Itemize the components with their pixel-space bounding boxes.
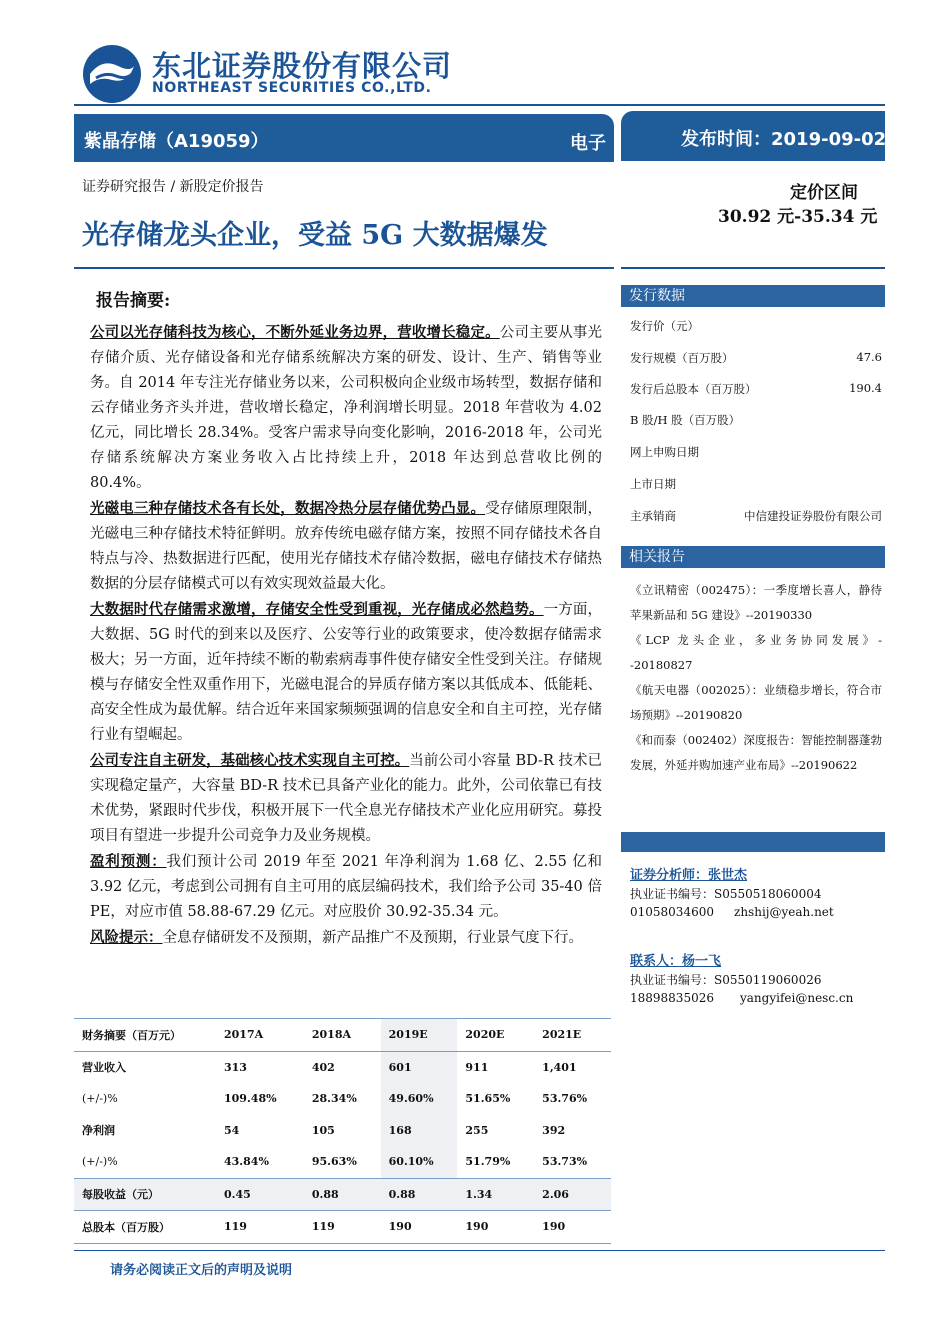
issue-row [630,412,882,430]
table-cell: 313 [224,1060,247,1074]
issue-row [630,350,882,368]
table-cell: 0.88 [304,1178,381,1211]
stock-name: 紫晶存储（A19059） [84,131,269,152]
table-cell: 168 [381,1115,458,1147]
paragraph-lead: 公司以光存储科技为核心，不断外延业务边界，营收增长稳定。 [90,324,500,341]
table-cell: 0.88 [381,1178,458,1211]
table-cell: 净利润 [82,1124,115,1138]
abstract-body [90,320,602,951]
related-reports-heading: 相关报告 [621,546,885,568]
paragraph-text: 一方面，大数据、5G 时代的到来以及医疗、公安等行业的政策要求，使冷数据存储需求极大；另一方面，近年持续不断的勒索病毒事件使存储安全性受到关注。存储规模与存储安全性双重作用下，光磁电混合的异质存储方案以其低成本、低能耗、高安全性成为最优解。结合近年来国家频频强调的信息安全和自主可控，光存储行业有望崛起。 [90,602,603,743]
table-cell: 0.45 [216,1178,304,1211]
table-cell: 119 [216,1211,304,1244]
paragraph-text: 当前公司小容量 BD-R 技术已实现稳定量产，大容量 BD-R 技术已具备产业化的能力。此外，公司依靠已有技术优势，紧跟时代步伐，积极开展下一代全息光存储技术产业化应用研究。募投项目有望进一步提升公司竞争力及业务规模。 [90,753,603,844]
table-cell: 190 [534,1211,611,1244]
paragraph-text: 公司主要从事光存储介质、光存储设备和光存储系统解决方案的研发、设计、生产、销售等业务。自 2014 年专注光存储业务以来，公司积极向企业级市场转型，数据存储和云存储业务齐头并进，营收增长稳定，净利润增长明显。2018 年营收为 4.02 亿元，同比增长 28.34%。受客户需求导向变化影响，2016-2018 年，公司光存储系统解决方案业务收入占比持续上升，2018 年达到总营收比例的 80.4%。 [90,325,602,491]
table-cell: 392 [542,1123,566,1137]
table-cell: 119 [304,1211,381,1244]
table-cell: 911 [465,1060,489,1074]
table-cell: 105 [311,1123,335,1137]
stock-banner [74,114,614,162]
related-report-item[interactable]: 《和而泰（002402）深度报告：智能控制器蓬勃发展，外延并购加速产业布局》--20190622 [630,733,882,772]
table-cell: 95.63% [311,1155,357,1169]
paragraph-lead: 光磁电三种存储技术各有长处，数据冷热分层存储优势凸显。 [90,500,486,517]
issue-label: 发行规模（百万股） [630,351,734,365]
related-report-item[interactable]: 《航天电器（002025）：业绩稳步增长，符合市场预期》--20190820 [630,683,882,722]
related-reports-list [630,578,882,778]
paragraph-text: 全息存储研发不及预期，新产品推广不及预期，行业景气度下行。 [162,930,583,946]
contact-label: 联系人：杨一飞 [630,954,722,969]
table-cell: 601 [381,1051,458,1083]
related-report-item[interactable]: 《LCP 龙头企业，多业务协同发展》--20180827 [630,633,882,672]
issue-row [630,476,882,494]
table-cell: 53.73% [542,1155,588,1169]
table-cell: (+/-)% [82,1155,118,1169]
contact-cert: 执业证书编号：S0550119060026 [630,973,822,987]
table-cell: 51.65% [465,1092,511,1106]
price-range-label: 定价区间 [790,183,858,203]
abstract-paragraph [90,748,602,849]
price-range-value: 30.92 元-35.34 元 [718,207,878,227]
table-cell: 190 [381,1211,458,1244]
table-cell: (+/-)% [82,1092,118,1106]
issue-label: 上市日期 [630,477,676,491]
table-row [74,1083,611,1115]
divider-band [621,832,885,852]
sector-label: 电子 [570,133,606,154]
contact-info [630,991,882,1005]
table-row [74,1146,611,1178]
table-cell: 每股收益（元） [74,1178,216,1211]
issue-row [630,508,882,526]
table-row [74,1115,611,1147]
related-report-item[interactable]: 《立讯精密（002475）：一季度增长喜人，静待苹果新品和 5G 建设》--20190330 [630,583,882,622]
table-cell: 1,401 [542,1060,577,1074]
title-rule-right [621,267,885,269]
issue-value: 中信建投证券股份有限公司 [744,509,882,523]
issue-label: 发行后总股本（百万股） [630,382,757,396]
table-cell: 51.79% [465,1155,511,1169]
table-cell: 60.10% [381,1146,458,1178]
company-name-cn: 东北证券股份有限公司 [152,49,453,83]
financial-summary-table [74,1018,611,1244]
abstract-paragraph [90,849,602,925]
table-cell: 1.34 [457,1178,534,1211]
analyst-phone: 01058034600 [630,905,714,919]
table-cell: 49.60% [381,1083,458,1115]
paragraph-text: 我们预计公司 2019 年至 2021 年净利润为 1.68 亿、2.55 亿和 3.92 亿元，考虑到公司拥有自主可用的底层编码技术，我们给予公司 35-40 倍 PE，对应市值 58.88-67.29 亿元。对应股价 30.92-35.34 元。 [90,854,603,920]
abstract-paragraph [90,597,602,748]
publish-date: 发布时间：2019-09-02 [681,129,887,150]
analyst-contact [630,905,882,919]
table-cell: 54 [224,1123,240,1137]
issue-label: B 股/H 股（百万股） [630,413,741,427]
contact-phone: 18898835026 [630,991,714,1005]
table-cell: 402 [311,1060,335,1074]
table-header-cell: 2017A [216,1019,304,1052]
table-cell: 总股本（百万股） [74,1211,216,1244]
abstract-heading: 报告摘要: [96,291,171,311]
abstract-paragraph [90,925,602,951]
table-row [74,1051,611,1083]
issue-data-heading: 发行数据 [621,285,885,307]
table-header-cell: 2018A [304,1019,381,1052]
table-cell: 109.48% [224,1092,277,1106]
table-row [74,1211,611,1244]
title-rule [74,267,614,269]
table-row [74,1178,611,1211]
report-title: 光存储龙头企业，受益 5G 大数据爆发 [82,220,548,251]
table-header-cell: 2019E [381,1019,458,1052]
table-cell: 28.34% [311,1092,357,1106]
footer-notice: 请务必阅读正文后的声明及说明 [110,1263,293,1278]
paragraph-lead: 盈利预测： [90,853,167,870]
footer-rule [74,1250,885,1251]
analyst-label: 证券分析师：张世杰 [630,868,748,883]
issue-label: 网上申购日期 [630,445,699,459]
analyst-cert: 执业证书编号：S0550518060004 [630,887,822,901]
issue-label: 发行价（元） [630,319,699,333]
contact-email[interactable]: yangyifei@nesc.cn [740,991,854,1005]
issue-value: 190.4 [849,381,882,395]
breadcrumb: 证券研究报告 / 新股定价报告 [82,179,264,195]
publish-banner [621,111,885,161]
table-cell: 43.84% [224,1155,269,1169]
issue-value: 47.6 [856,350,882,364]
table-header-cell: 2021E [534,1019,611,1052]
abstract-paragraph [90,320,602,496]
issue-row [630,318,882,336]
issue-label: 主承销商 [630,509,676,523]
table-cell: 255 [465,1123,489,1137]
paragraph-text: 受存储原理限制，光磁电三种存储技术特征鲜明。放弃传统电磁存储方案，按照不同存储技术各自特点与冷、热数据进行匹配，使用光存储技术存储冷数据，磁电存储技术存储热数据的分层存储模式可以有效实现效益最大化。 [90,501,603,592]
issue-row [630,444,882,462]
table-cell: 190 [457,1211,534,1244]
table-header-row [74,1019,611,1052]
table-header-cell: 2020E [457,1019,534,1052]
paragraph-lead: 大数据时代存储需求激增，存储安全性受到重视，光存储成必然趋势。 [90,601,544,618]
abstract-paragraph [90,496,602,597]
analyst-email[interactable]: zhshij@yeah.net [734,905,834,919]
paragraph-lead: 风险提示： [90,929,163,946]
table-cell: 2.06 [534,1178,611,1211]
table-cell: 53.76% [542,1092,588,1106]
table-header-cell: 财务摘要（百万元） [74,1019,216,1052]
company-logo [82,44,142,104]
paragraph-lead: 公司专注自主研发，基础核心技术实现自主可控。 [90,752,410,769]
table-cell: 营业收入 [82,1061,126,1075]
issue-row [630,381,882,399]
company-name-en: NORTHEAST SECURITIES CO.,LTD. [152,80,432,96]
header-rule [74,104,885,106]
